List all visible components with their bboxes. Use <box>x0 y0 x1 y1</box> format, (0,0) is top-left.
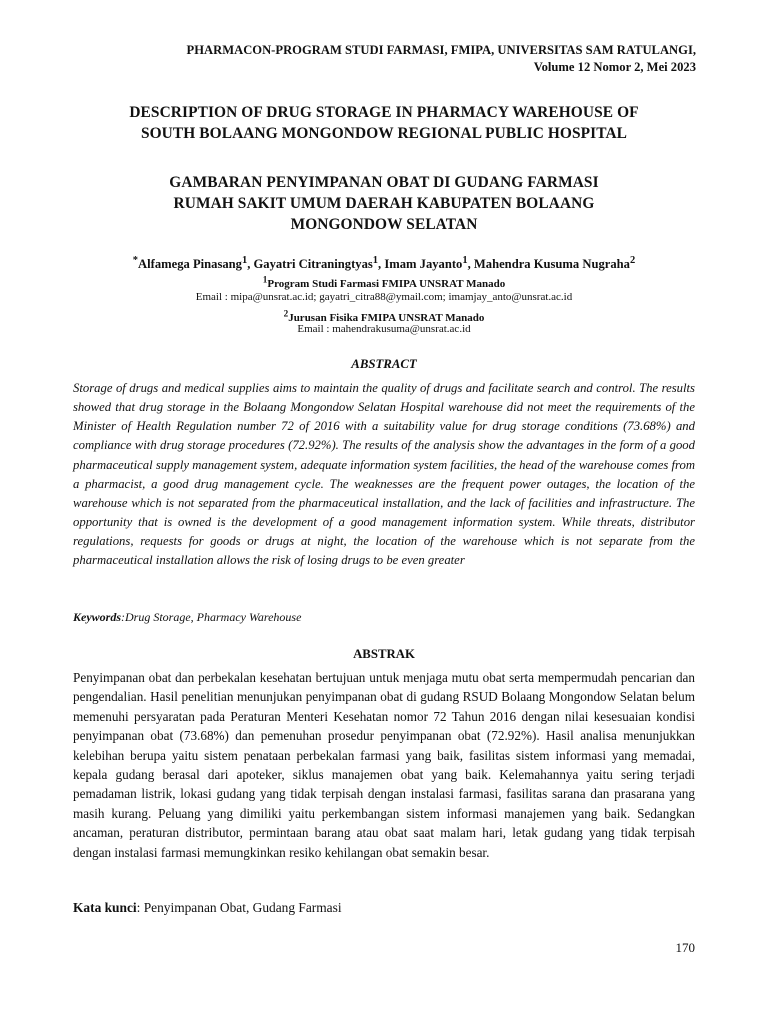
affiliation-superscript: 1 <box>372 255 379 266</box>
abstrak-keywords <box>73 900 342 916</box>
abstract-keywords <box>73 610 301 625</box>
kata-kunci-text: : Penyimpanan Obat, Gudang Farmasi <box>136 900 342 915</box>
abstract-body: Storage of drugs and medical supplies aims to maintain the quality of drugs and facilitate search and control. The results showed that drug storage in the Bolaang Mongondow Selatan Hospital warehouse did not meet the requirements of the Minister of Health Regulation number 72 of 2016 with a suitability value for drug storage conditions (73.68%) and compliance with drug storage procedures (72.92%). The results of the analysis show the advantages in the form of a good pharmaceutical supply management system, adequate information system facilities, the head of the warehouse comes from a pharmacist, a good drug management cycle. The weaknesses are the frequent power outages, the location of the warehouse which is not separated from the pharmaceutical installation, and the lack of facilities and infrastructure. The opportunity that is owned is the development of a good management information system. While threats, distributor regulations, requests for goods or drugs at night, the location of the warehouse which is not separate from the pharmaceutical installation allows the risk of losing drugs to be even greater <box>73 381 695 568</box>
journal-volume: Volume 12 Nomor 2, Mei 2023 <box>533 60 696 74</box>
affiliation-1 <box>70 272 698 292</box>
title-indonesian-line-3: MONGONDOW SELATAN <box>290 216 478 233</box>
author-name: Imam Jayanto <box>384 257 463 272</box>
author-list <box>70 252 698 273</box>
author-separator: , <box>247 257 254 272</box>
email-line-2: Email : mahendrakusuma@unsrat.ac.id <box>297 323 471 335</box>
affiliation-superscript: 1 <box>241 255 248 266</box>
affiliation-superscript: 1 <box>462 255 468 266</box>
keywords-label: Keywords <box>73 610 121 624</box>
journal-name: PHARMACON-PROGRAM STUDI FARMASI, FMIPA, UNIVERSITAS SAM RATULANGI, <box>186 43 696 57</box>
affiliation-1-number: 1 <box>262 274 268 284</box>
affiliation-1-name: Program Studi Farmasi FMIPA UNSRAT Manado <box>267 277 506 290</box>
title-english-line-1: DESCRIPTION OF DRUG STORAGE IN PHARMACY WAREHOUSE OF <box>129 104 639 121</box>
title-indonesian <box>70 172 698 235</box>
title-english-line-2: SOUTH BOLAANG MONGONDOW REGIONAL PUBLIC HOSPITAL <box>140 125 628 142</box>
author-name: Alfamega Pinasang <box>138 257 242 272</box>
email-line-1: Email : mipa@unsrat.ac.id; gayatri_citra88@ymail.com; imamjay_anto@unsrat.ac.id <box>195 291 573 303</box>
abstrak-heading: ABSTRAK <box>353 647 415 661</box>
affiliation-2-name: Jurusan Fisika FMIPA UNSRAT Manado <box>288 311 485 324</box>
title-indonesian-line-1: GAMBARAN PENYIMPANAN OBAT DI GUDANG FARMASI <box>169 174 599 191</box>
author-separator: , <box>378 257 385 272</box>
author-name: Gayatri Citraningtyas <box>253 257 373 272</box>
author-name: Mahendra Kusuma Nugraha <box>473 257 630 272</box>
abstract-heading: ABSTRACT <box>351 357 417 371</box>
title-indonesian-line-2: RUMAH SAKIT UMUM DAERAH KABUPATEN BOLAANG <box>173 195 595 212</box>
kata-kunci-label: Kata kunci <box>73 900 137 915</box>
keywords-text: :Drug Storage, Pharmacy Warehouse <box>121 610 302 624</box>
title-english <box>70 102 698 144</box>
abstrak-body: Penyimpanan obat dan perbekalan kesehatan bertujuan untuk menjaga mutu obat serta mempermudah pencarian dan pengendalian. Hasil penelitian menunjukan penyimpanan obat di gudang RSUD Bolaang Mongondow Selatan belum memenuhi persyaratan pada Peraturan Menteri Kesehatan nomor 72 Tahun 2016 dengan nilai kesesuaian kondisi penyimpanan obat (73.68%) dan pemenuhan prosedur penyimpanan obat (72.92%). Hasil analisa menunjukkan kelebihan berupa yaitu sistem penataan perbekalan farmasi yang baik, fasilitas sistem informasi yang memadai, kepala gudang berasal dari apoteker, siklus manajemen obat yang baik. Kelemahannya yaitu sering terjadi pemadaman listrik, lokasi gudang yang tidak terpisah dengan instalasi farmasi, fasilitas sarana dan prasarana yang masih kurang. Peluang yang dimiliki yaitu perkembangan sistem informasi manajemen yang baik. Sedangkan ancaman, peraturan distributor, permintaan barang atau obat saat malam hari, letak gudang yang tidak terpisah dengan instalasi farmasi memungkinkan resiko kehilangan obat semakin besar. <box>73 670 695 860</box>
page-number: 170 <box>675 940 695 955</box>
author-separator: , <box>467 257 474 272</box>
journal-header <box>187 42 696 76</box>
affiliation-2-number: 2 <box>283 308 289 318</box>
corresponding-mark: * <box>132 255 139 266</box>
affiliation-superscript: 2 <box>629 255 636 266</box>
